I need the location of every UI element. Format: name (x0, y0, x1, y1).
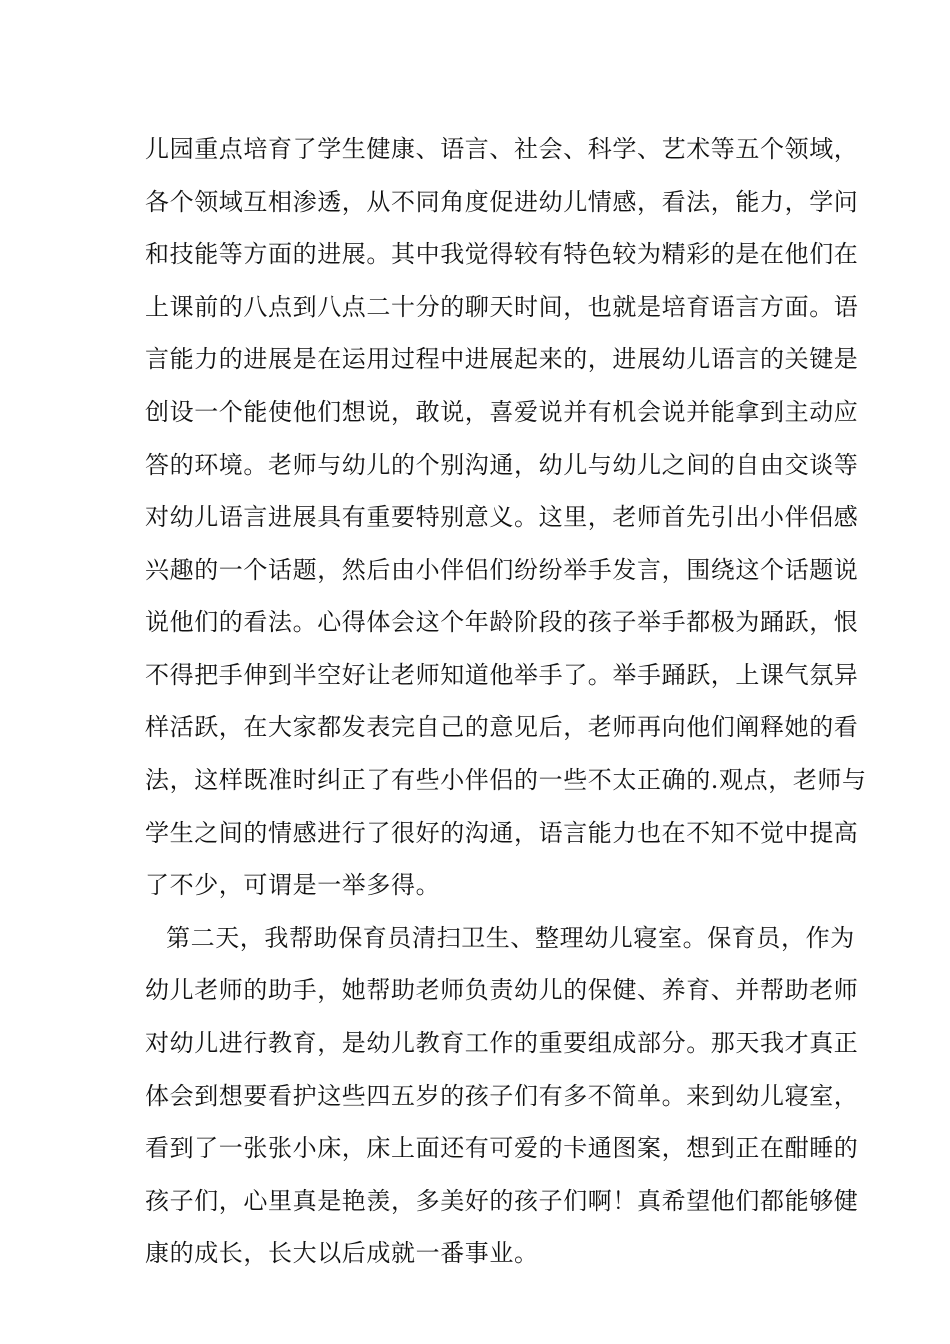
text-line: 体会到想要看护这些四五岁的孩子们有多不简单。来到幼儿寝室， (145, 1082, 859, 1110)
text-line: 法，这样既准时纠正了有些小伴侣的一些不太正确的.观点，老师与 (145, 766, 867, 794)
text-line: 了不少，可谓是一举多得。 (145, 871, 441, 899)
text-line: 看到了一张张小床，床上面还有可爱的卡通图案，想到正在酣睡的 (145, 1134, 859, 1162)
text-line: 兴趣的一个话题，然后由小伴侣们纷纷举手发言，围绕这个话题说 (145, 556, 859, 584)
text-line: 幼儿老师的助手，她帮助老师负责幼儿的保健、养育、并帮助老师 (145, 976, 859, 1004)
text-line: 各个领域互相渗透，从不同角度促进幼儿情感，看法，能力，学问 (145, 188, 859, 216)
text-line: 学生之间的情感进行了很好的沟通，语言能力也在不知不觉中提高 (145, 819, 859, 847)
text-line: 和技能等方面的进展。其中我觉得较有特色较为精彩的是在他们在 (145, 240, 859, 268)
text-line: 答的环境。老师与幼儿的个别沟通，幼儿与幼儿之间的自由交谈等 (145, 451, 859, 479)
text-line: 孩子们，心里真是艳羡，多美好的孩子们啊！真希望他们都能够健 (145, 1187, 859, 1215)
text-line: 创设一个能使他们想说，敢说，喜爱说并有机会说并能拿到主动应 (145, 398, 859, 426)
text-line: 言能力的进展是在运用过程中进展起来的，进展幼儿语言的关键是 (145, 345, 859, 373)
text-line: 不得把手伸到半空好让老师知道他举手了。举手踊跃，上课气氛异 (145, 661, 859, 689)
text-line: 样活跃，在大家都发表完自己的意见后，老师再向他们阐释她的看 (145, 713, 859, 741)
text-line: 说他们的看法。心得体会这个年龄阶段的孩子举手都极为踊跃，恨 (145, 608, 859, 636)
text-line: 康的成长，长大以后成就一番事业。 (145, 1239, 539, 1267)
text-line: 儿园重点培育了学生健康、语言、社会、科学、艺术等五个领域， (145, 135, 859, 163)
text-line: 上课前的八点到八点二十分的聊天时间，也就是培育语言方面。语 (145, 293, 859, 321)
text-line: 对幼儿进行教育，是幼儿教育工作的重要组成部分。那天我才真正 (145, 1029, 859, 1057)
paragraph-first-line: 第二天，我帮助保育员清扫卫生、整理幼儿寝室。保育员，作为 (166, 924, 855, 952)
text-line: 对幼儿语言进展具有重要特别意义。这里，老师首先引出小伴侣感 (145, 503, 859, 531)
